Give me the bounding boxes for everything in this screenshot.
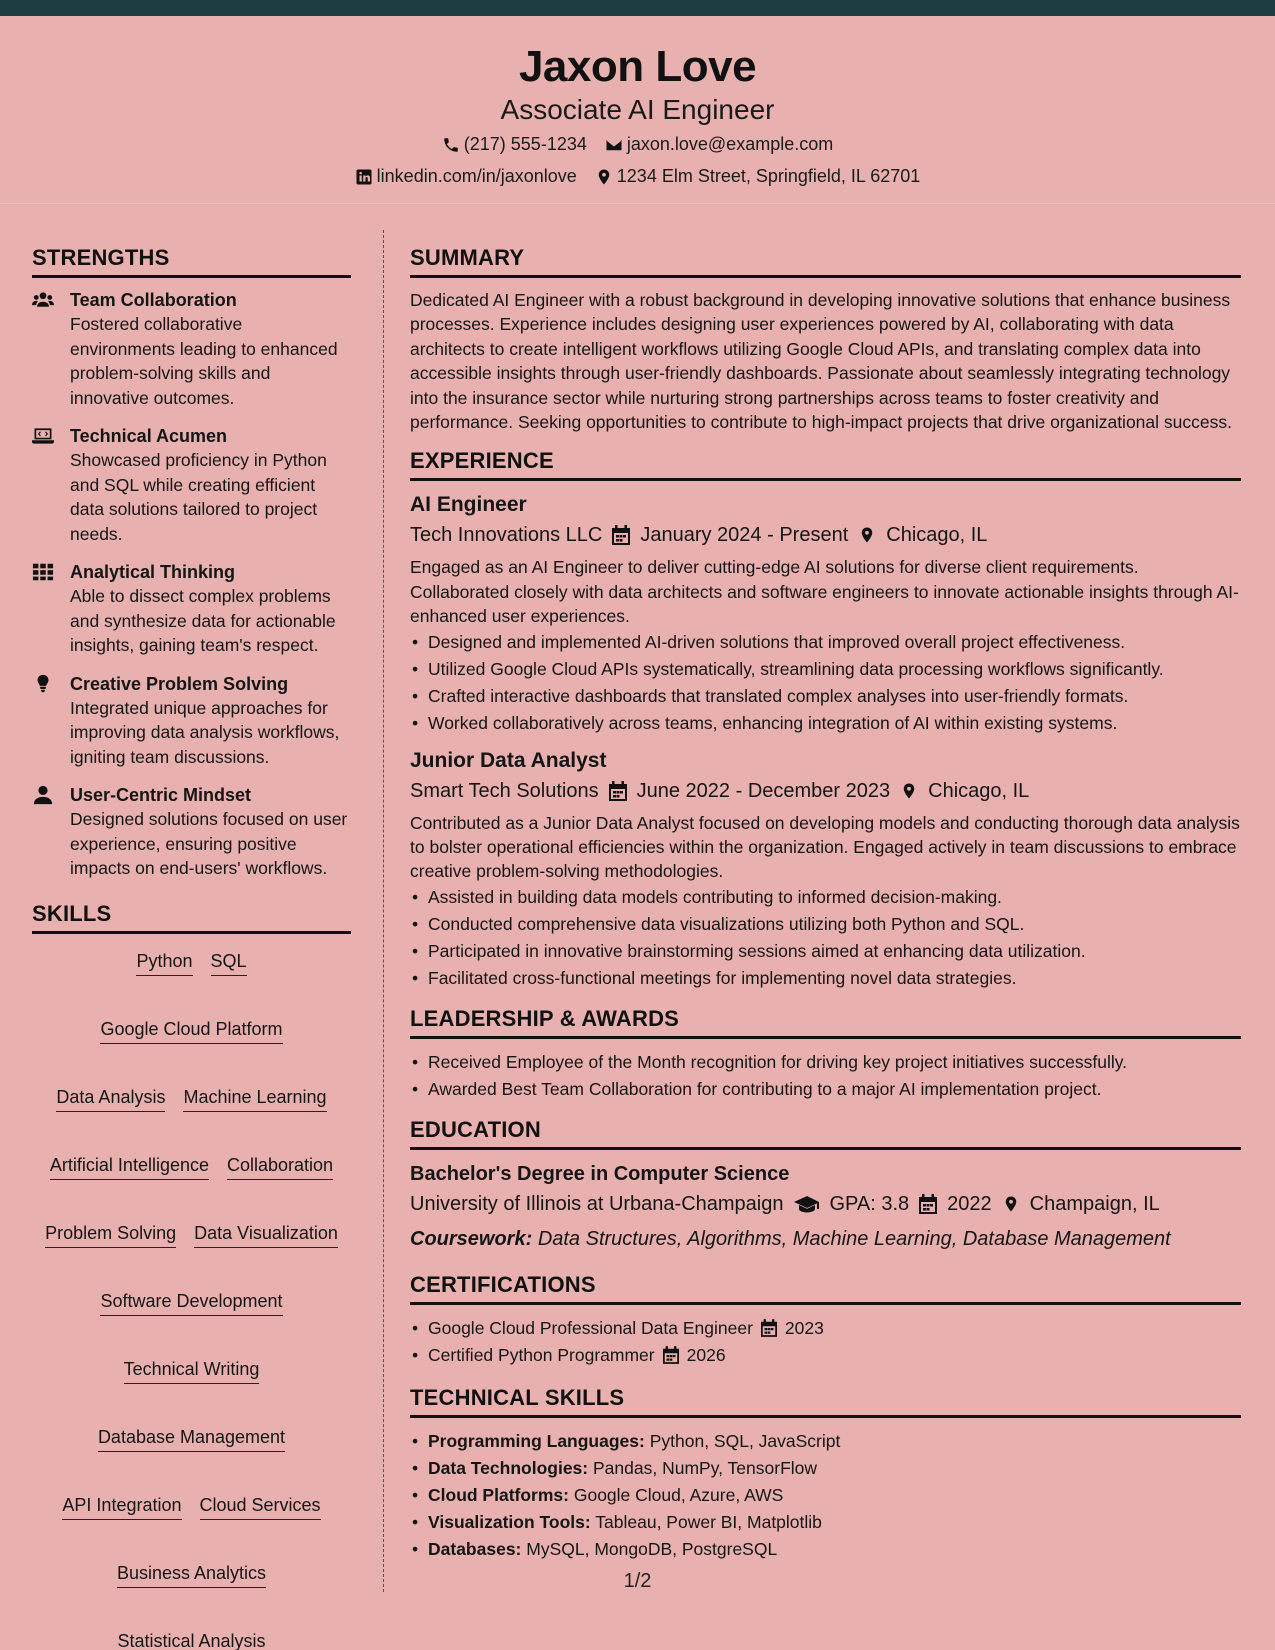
strength-title: Technical Acumen	[70, 426, 228, 446]
tech-skill-value: Google Cloud, Azure, AWS	[573, 1484, 784, 1505]
strength-item	[32, 288, 351, 410]
summary-text: Dedicated AI Engineer with a robust background in developing innovative solutions that enhance business processes. Experience includes designing user experiences powered by AI, collaborating with data architects to create intelligent workflows utilizing Google Cloud APIs, and translating complex data into accessible insights through user-friendly dashboards. Passionate about seamlessly integrating technology into the insurance sector while nurturing strong partnerships across teams to foster creativity and performance. Seeking opportunities to contribute to high-impact projects that drive organizational success.	[410, 290, 1232, 433]
graduation-cap-icon	[794, 1194, 820, 1214]
education-meta	[410, 1188, 1241, 1220]
tech-skill-item	[428, 1455, 1241, 1482]
address-text: 1234 Elm Street, Springfield, IL 62701	[616, 166, 921, 186]
job-dates: January 2024 - Present	[640, 524, 849, 547]
education-heading: EDUCATION	[410, 1117, 1241, 1150]
job-bullet: • Conducted comprehensive data visualizations utilizing both Python and SQL.	[428, 911, 1241, 938]
grid-icon	[32, 562, 54, 582]
contact-row-2	[0, 166, 1275, 187]
candidate-title: Associate AI Engineer	[500, 94, 775, 125]
job-bullet: • Participated in innovative brainstorming sessions aimed at enhancing data utilization.	[428, 938, 1241, 965]
contact-row-1	[0, 134, 1275, 155]
skills-heading: SKILLS	[32, 901, 351, 934]
job-bullet: • Designed and implemented AI-driven solutions that improved overall project effectiveness.	[428, 629, 1241, 656]
strength-item	[32, 672, 351, 770]
skill-tag: SQL	[211, 950, 247, 976]
skill-tag: Python	[136, 950, 192, 976]
coursework-list: Data Structures, Algorithms, Machine Learning, Database Management	[537, 1227, 1171, 1250]
certification-item	[428, 1315, 1241, 1342]
map-marker-icon	[900, 781, 918, 801]
skill-tag: API Integration	[62, 1494, 181, 1520]
award-item: • Received Employee of the Month recognition for driving key project initiatives successfully.	[428, 1049, 1241, 1076]
tech-skill-label: Cloud Platforms:	[428, 1484, 569, 1505]
strength-item	[32, 424, 351, 546]
degree-title: Bachelor's Degree in Computer Science	[410, 1162, 790, 1185]
strength-title: Analytical Thinking	[70, 562, 236, 582]
job-description: Engaged as an AI Engineer to deliver cutting-edge AI solutions for diverse client requirements. Collaborated closely with data architects and software engineers to innovate actionable insights through AI-enhanced user experiences.	[410, 557, 1239, 627]
school-name: University of Illinois at Urbana-Champaign	[410, 1192, 784, 1215]
strength-title: Creative Problem Solving	[70, 673, 289, 694]
calendar-icon	[612, 525, 630, 545]
strength-title: User-Centric Mindset	[70, 785, 252, 805]
tech-skill-label: Programming Languages:	[428, 1430, 645, 1451]
tech-skill-item	[428, 1509, 1241, 1536]
job-company: Tech Innovations LLC	[410, 524, 603, 547]
tech-skill-value: Tableau, Power BI, Matplotlib	[595, 1511, 822, 1532]
linkedin-contact[interactable]	[355, 166, 577, 187]
top-bar	[0, 0, 1275, 16]
certifications-list	[410, 1315, 1241, 1369]
header-divider	[0, 203, 1275, 204]
laptop-code-icon	[32, 426, 54, 446]
leadership-heading: LEADERSHIP & AWARDS	[410, 1006, 1241, 1039]
certification-year: 2026	[686, 1344, 726, 1365]
job-bullet: • Assisted in building data models contributing to informed decision-making.	[428, 884, 1241, 911]
tech-skill-value: MySQL, MongoDB, PostgreSQL	[526, 1538, 778, 1559]
skill-tag: Software Development	[100, 1290, 282, 1316]
skill-tag: Machine Learning	[183, 1086, 326, 1112]
leadership-list	[410, 1049, 1241, 1103]
job-entry	[410, 747, 1241, 992]
coursework-label: Coursework:	[410, 1227, 533, 1250]
coursework	[410, 1224, 1241, 1254]
tech-skill-item	[428, 1536, 1241, 1563]
school-location: Champaign, IL	[1029, 1192, 1160, 1215]
technical-skills-list	[410, 1428, 1241, 1563]
phone-contact	[442, 134, 587, 155]
tech-skill-label: Data Technologies:	[428, 1457, 589, 1478]
column-divider	[383, 230, 384, 1592]
tech-skill-value: Pandas, NumPy, TensorFlow	[593, 1457, 818, 1478]
candidate-name: Jaxon Love	[518, 42, 757, 91]
strength-desc: Designed solutions focused on user experience, ensuring positive impacts on end-users' workflows.	[70, 809, 348, 878]
job-bullet: • Crafted interactive dashboards that translated complex analyses into user-friendly formats.	[428, 683, 1241, 710]
job-title: AI Engineer	[410, 493, 527, 517]
strengths-heading: STRENGTHS	[32, 245, 351, 278]
skill-tag: Database Management	[98, 1426, 285, 1452]
strength-desc: Able to dissect complex problems and synthesize data for actionable insights, gaining team's respect.	[70, 586, 336, 655]
user-icon	[32, 785, 54, 805]
job-description: Contributed as a Junior Data Analyst focused on developing models and conducting thorough data analysis to bolster operational efficiencies within the organization. Engaged actively in team discussions to embrace creative problem-solving methodologies.	[410, 812, 1240, 882]
gpa: GPA: 3.8	[829, 1192, 910, 1215]
linkedin-icon	[355, 168, 373, 186]
job-bullet: • Facilitated cross-functional meetings for implementing novel data strategies.	[428, 965, 1241, 992]
job-bullets	[410, 884, 1241, 992]
tech-skill-value: Python, SQL, JavaScript	[649, 1430, 841, 1451]
tech-skill-label: Databases:	[428, 1538, 522, 1559]
map-marker-icon	[1002, 1194, 1020, 1214]
address-contact	[595, 166, 921, 187]
summary-heading: SUMMARY	[410, 245, 1241, 278]
job-bullets	[410, 629, 1241, 737]
job-bullet: • Utilized Google Cloud APIs systematically, streamlining data processing workflows significantly.	[428, 656, 1241, 683]
certification-name: • Google Cloud Professional Data Engineer	[428, 1317, 753, 1338]
tech-skill-item	[428, 1428, 1241, 1455]
technical-skills-heading: TECHNICAL SKILLS	[410, 1385, 1241, 1418]
job-meta	[410, 775, 1241, 807]
resume-header	[0, 16, 1275, 204]
strength-desc: Integrated unique approaches for improving data analysis workflows, igniting team discussions.	[70, 697, 340, 767]
email-contact[interactable]	[605, 134, 833, 155]
skill-tag: Statistical Analysis	[117, 1630, 265, 1650]
skills-cloud	[32, 944, 351, 1650]
strength-desc: Fostered collaborative environments leading to enhanced problem-solving skills and innovative outcomes.	[70, 314, 338, 408]
skill-tag: Problem Solving	[45, 1222, 176, 1248]
map-marker-icon	[858, 525, 876, 545]
calendar-icon	[663, 1346, 679, 1364]
tech-skill-item	[428, 1482, 1241, 1509]
map-marker-icon	[595, 168, 613, 186]
strength-title: Team Collaboration	[70, 290, 237, 310]
linkedin-url[interactable]: linkedin.com/in/jaxonlove	[376, 166, 577, 186]
email-address[interactable]: jaxon.love@example.com	[626, 134, 834, 154]
skill-tag: Technical Writing	[124, 1358, 260, 1384]
skill-tag: Cloud Services	[200, 1494, 321, 1520]
job-company: Smart Tech Solutions	[410, 779, 599, 802]
job-meta	[410, 519, 1241, 551]
phone-icon	[442, 136, 460, 154]
job-location: Chicago, IL	[928, 779, 1030, 802]
skill-tag: Artificial Intelligence	[50, 1154, 209, 1180]
certification-name: • Certified Python Programmer	[428, 1344, 655, 1365]
certifications-heading: CERTIFICATIONS	[410, 1272, 1241, 1305]
calendar-icon	[761, 1319, 777, 1337]
strength-item	[32, 560, 351, 658]
graduation-year: 2022	[947, 1192, 992, 1215]
skill-tag: Collaboration	[227, 1154, 333, 1180]
skill-tag: Business Analytics	[117, 1562, 266, 1588]
job-entry	[410, 491, 1241, 736]
left-column	[32, 245, 351, 1650]
tech-skill-label: Visualization Tools:	[428, 1511, 591, 1532]
job-title: Junior Data Analyst	[410, 748, 607, 772]
skill-tag: Data Analysis	[56, 1086, 165, 1112]
right-column	[410, 245, 1241, 1563]
calendar-icon	[609, 781, 627, 801]
strength-desc: Showcased proficiency in Python and SQL while creating efficient data solutions tailored to project needs.	[70, 450, 327, 544]
certification-item	[428, 1342, 1241, 1369]
job-dates: June 2022 - December 2023	[636, 779, 891, 802]
strength-item	[32, 783, 351, 881]
job-location: Chicago, IL	[886, 524, 988, 547]
award-item: • Awarded Best Team Collaboration for contributing to a major AI implementation project.	[428, 1076, 1241, 1103]
job-bullet: • Worked collaboratively across teams, enhancing integration of AI within existing systems.	[428, 710, 1241, 737]
page-number: 1/2	[623, 1570, 652, 1592]
envelope-icon	[605, 136, 623, 154]
experience-heading: EXPERIENCE	[410, 448, 1241, 481]
lightbulb-icon	[32, 674, 54, 694]
skill-tag: Data Visualization	[194, 1222, 338, 1248]
calendar-icon	[919, 1194, 937, 1214]
phone-number: (217) 555-1234	[463, 134, 587, 154]
users-icon	[32, 290, 54, 310]
skill-tag: Google Cloud Platform	[100, 1018, 282, 1044]
certification-year: 2023	[784, 1317, 824, 1338]
